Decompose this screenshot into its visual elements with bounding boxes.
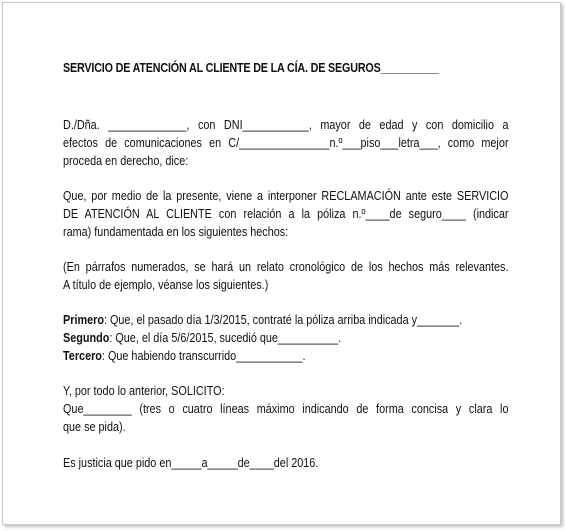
fact-item-segundo xyxy=(63,329,508,347)
fact-text: : Que, el día 5/6/2015, sucedió que__________. xyxy=(109,331,342,345)
fact-text: : Que habiendo transcurrido___________. xyxy=(101,349,306,363)
fact-label: Primero xyxy=(63,313,104,327)
note-line-1: (En párrafos numerados, se hará un relato cronológico de los hechos más relevantes. xyxy=(63,260,509,274)
note-paragraph xyxy=(63,258,509,294)
claim-paragraph xyxy=(63,187,509,241)
closing-paragraph xyxy=(63,454,509,472)
request-line-3: que se pida). xyxy=(63,420,126,434)
fact-label: Tercero xyxy=(63,349,102,363)
document-title: SERVICIO DE ATENCIÓN AL CLIENTE DE LA CÍA. DE SEGUROS__________ xyxy=(63,61,439,75)
intro-line-2: efectos de comunicaciones en C/_______________n.º___piso___letra___, como mejor xyxy=(63,136,509,150)
claim-line-3: rama) fundamentada en los siguientes hechos: xyxy=(63,225,289,239)
fact-label: Segundo xyxy=(63,331,110,345)
note-line-2: A título de ejemplo, véanse los siguientes.) xyxy=(63,278,269,292)
intro-line-1: D./Dña. _____________, con DNI___________, mayor de edad y con domicilio a xyxy=(63,118,509,132)
fact-item-tercero xyxy=(63,347,508,365)
document-page xyxy=(2,2,561,525)
fact-text: : Que, el pasado día 1/3/2015, contraté la póliza arriba indicada y_______. xyxy=(103,313,463,327)
fact-item-primero xyxy=(63,311,508,329)
closing-line: Es justicia que pido en_____a_____de____del 2016. xyxy=(63,456,319,470)
request-paragraph xyxy=(63,382,509,436)
intro-line-3: proceda en derecho, dice: xyxy=(63,154,189,168)
request-line-1: Y, por todo lo anterior, SOLICITO: xyxy=(63,384,225,398)
claim-line-1: Que, por medio de la presente, viene a interponer RECLAMACIÓN ante este SERVICIO xyxy=(63,189,509,203)
intro-paragraph xyxy=(63,116,509,170)
request-line-2: Que________ (tres o cuatro líneas máximo indicando de forma concisa y clara lo xyxy=(63,402,509,416)
claim-line-2: DE ATENCIÓN AL CLIENTE con relación a la póliza n.º____de seguro____ (indicar xyxy=(63,207,509,221)
facts-list xyxy=(63,311,509,365)
